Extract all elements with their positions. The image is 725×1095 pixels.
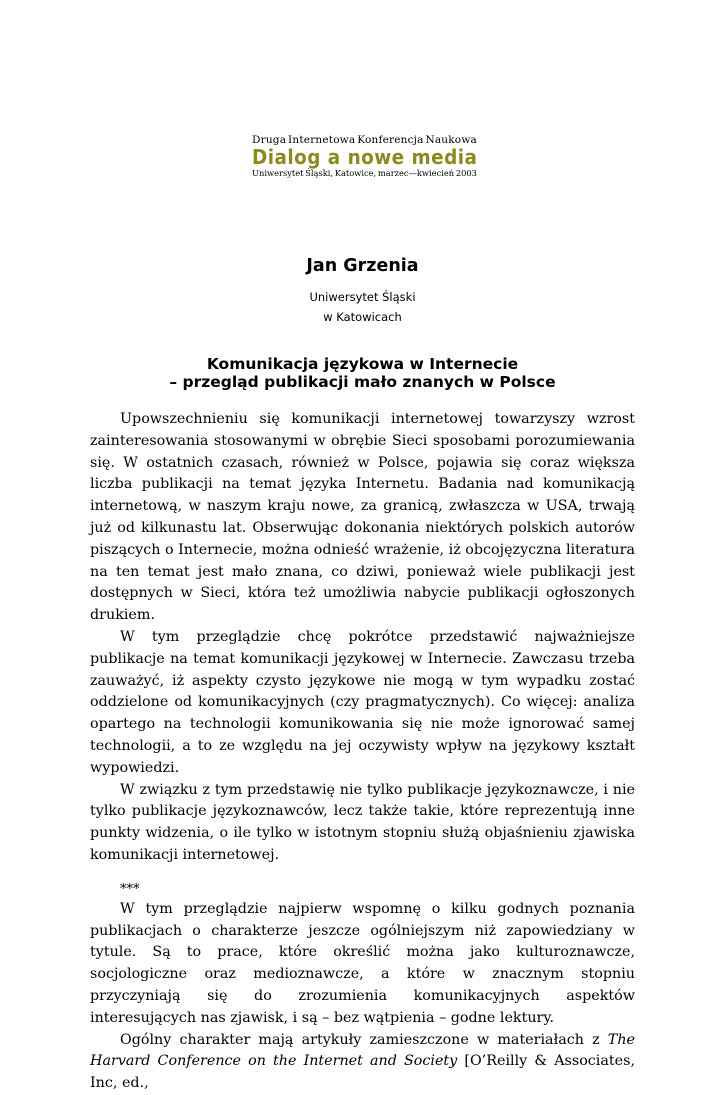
conference-title-word: nowe (347, 145, 405, 169)
section-separator: *** (120, 881, 140, 897)
conference-place-word: marzec—kwiecień (377, 168, 455, 178)
article-title-line: – przegląd publikacji mało znanych w Polsce (169, 373, 556, 391)
conference-title-word: a (327, 145, 341, 169)
conference-place-word: Katowice, (334, 168, 377, 178)
conference-place-word: Uniwersytet (252, 168, 304, 178)
conference-place-word: Śląski, (305, 168, 334, 178)
conference-subtitle-word: Naukowa (425, 134, 477, 146)
conference-subtitle-word: Druga (252, 134, 287, 146)
affiliation-line: Uniwersytet Śląski (309, 290, 416, 304)
article-title-line: Komunikacja językowa w Internecie (206, 355, 519, 373)
conference-subtitle-word: Konferencja (357, 134, 424, 146)
body-paragraph: W związku z tym przedstawię nie tylko publikacje językoznawcze, i nie tylko publikacje językoznawców, lecz także takie, które reprezentują inne punkty widzenia, o ile tylko w istotnym stopniu służą objaśnieniu zjawiska komunikacji internetowej. (90, 781, 635, 863)
conference-title-word: media (411, 145, 478, 169)
affiliation-line: w Katowicach (323, 310, 402, 324)
conference-place-word: 2003 (455, 168, 477, 178)
body-paragraph: W tym przeglądzie najpierw wspomnę o kilku godnych poznania publikacjach o charakterze jeszcze ogólniejszym niż zapowiedziany w tytule. Są to prace, które określić można jako kulturoznawcze, socjologiczne oraz medioznawcze, a które w znacznym stopniu przyczyniają się do zrozumienia komunikacyjnych aspektów interesujących nas zjawisk, i są – bez wątpienia – godne lektury. (90, 900, 635, 1026)
article-body (90, 409, 635, 1095)
conference-place-date (252, 168, 477, 178)
body-paragraph: Upowszechnieniu się komunikacji internetowej towarzyszy wzrost zainteresowania stosowanymi w obrębie Sieci sposobami porozumiewania się. W ostatnich czasach, również w Polsce, pojawia się coraz większa liczba publikacji na temat języka Internetu. Badania nad komunikacją internetową, w naszym kraju nowe, za granicą, zwłaszcza w USA, trwają już od kilkunastu lat. Obserwując dokonania niektórych polskich autorów piszących o Internecie, można odnieść wrażenie, iż obcojęzyczna literatura na ten temat jest mało znana, co dziwi, ponieważ wiele publikacji jest dostępnych w Sieci, która też umożliwia nabycie publikacji ogłoszonych drukiem. (90, 411, 635, 624)
body-paragraph (90, 1030, 635, 1095)
cited-title: The Harvard Conference on the Internet and Society (90, 1031, 635, 1070)
conference-title-word: Dialog (252, 145, 321, 169)
paragraph-text: [O’Reilly & Associates, Inc, ed., (90, 1053, 635, 1092)
conference-header (252, 134, 477, 178)
body-paragraph: W tym przeglądzie chcę pokrótce przedstawić najważniejsze publikacje na temat komunikacji językowej w Internecie. Zawczasu trzeba zauważyć, iż aspekty czysto językowe nie mogą w tym wypadku zostać oddzielone od komunikacyjnych (czy pragmatycznych). Co więcej: analiza opartego na technologii komunikowania się nie może ignorować samej technologii, a to ze względu na jej oczywisty wpływ na językowy kształt wypowiedzi. (90, 628, 635, 776)
paragraph-text: Ogólny charakter mają artykuły zamieszczone w materiałach z (120, 1031, 608, 1048)
conference-title (252, 146, 477, 168)
author-name: Jan Grzenia (306, 256, 419, 276)
conference-subtitle-word: Internetowa (288, 134, 356, 146)
